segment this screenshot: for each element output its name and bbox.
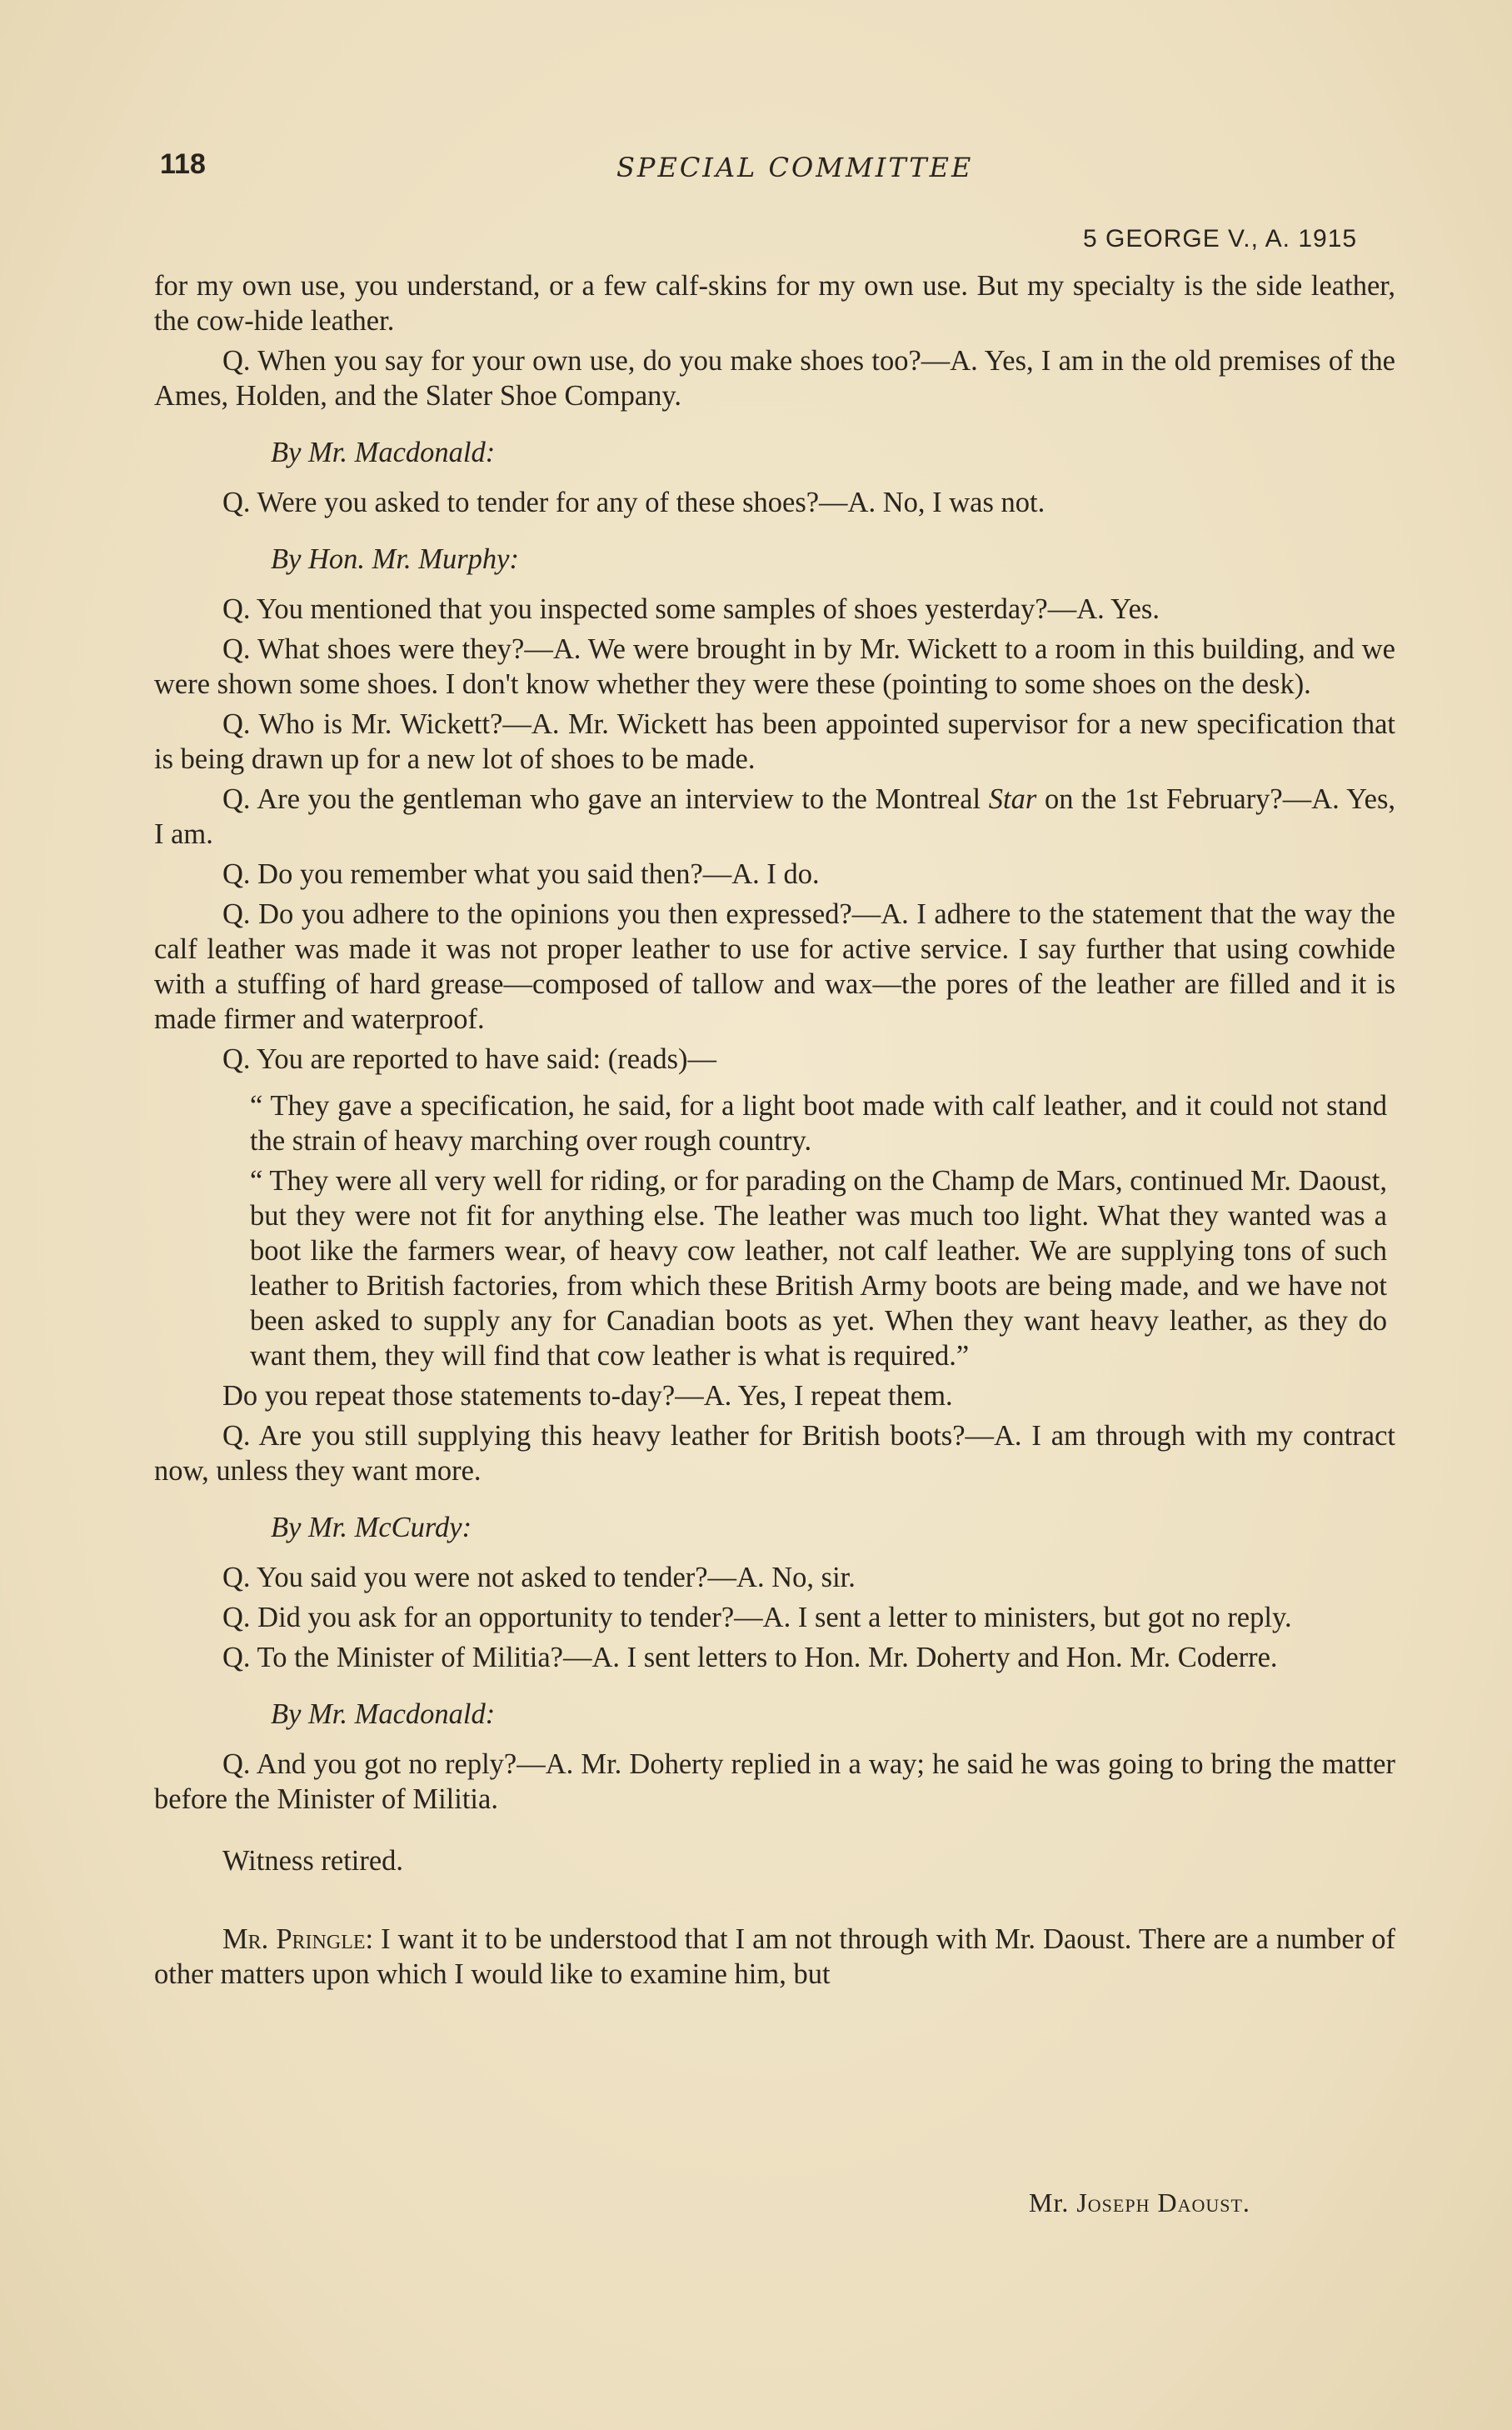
witness-retired: Witness retired.	[222, 1845, 404, 1877]
body-text	[154, 268, 1395, 1997]
question-answer: Q. Did you ask for an opportunity to tender?—A. I sent a letter to ministers, but got no reply.	[222, 1602, 1292, 1633]
question-answer: Q. You mentioned that you inspected some samples of shoes yesterday?—A. Yes.	[222, 593, 1160, 625]
text-segment: on the 1st February?—A. Yes, I am.	[154, 783, 1395, 850]
speaker-name: Mr. Pringle:	[222, 1923, 374, 1955]
question-answer: Q. Are you still supplying this heavy leather for British boots?—A. I am through with my contract now, unless they want more.	[154, 1420, 1395, 1487]
speaker-heading: By Mr. Macdonald:	[271, 1698, 496, 1730]
text-segment: Q. Are you the gentleman who gave an interview to the Montreal	[222, 783, 989, 815]
session-reference: 5 GEORGE V., A. 1915	[1083, 225, 1358, 252]
speaker-heading: By Hon. Mr. Murphy:	[271, 543, 519, 575]
witness-name-footer	[1029, 2188, 1250, 2218]
question-answer: Q. When you say for your own use, do you make shoes too?—A. Yes, I am in the old premises of the Ames, Holden, and the Slater Shoe Company.	[154, 345, 1395, 412]
speaker-heading: By Mr. McCurdy:	[271, 1512, 472, 1543]
name-prefix: Mr.	[1029, 2188, 1077, 2218]
question-answer: Q. Were you asked to tender for any of these shoes?—A. No, I was not.	[222, 487, 1045, 518]
statement	[154, 1922, 1395, 1992]
question-answer: Q. You said you were not asked to tender?—A. No, sir.	[222, 1562, 856, 1593]
text-segment: I want it to be understood that I am not through with Mr. Daoust. There are a number of other matters upon which I would like to examine him, but	[154, 1923, 1395, 1990]
speaker-heading: By Mr. Macdonald:	[271, 437, 496, 468]
question-answer: Q. Do you adhere to the opinions you then expressed?—A. I adhere to the statement that the way the calf leather was made it was not proper leather to use for active service. I say further that using cowhide with a stuffing of hard grease—composed of tallow and wax—the pores of the leather are filled and it is made firmer and waterproof.	[154, 898, 1395, 1035]
paragraph: for my own use, you understand, or a few calf-skins for my own use. But my specialty is the side leather, the cow-hide leather.	[154, 270, 1395, 337]
question-answer: Q. Who is Mr. Wickett?—A. Mr. Wickett has been appointed supervisor for a new specification that is being drawn up for a new lot of shoes to be made.	[154, 708, 1395, 775]
running-head: SPECIAL COMMITTEE	[616, 152, 974, 183]
page-number: 118	[160, 148, 206, 180]
quoted-passage: “ They gave a specification, he said, for a light boot made with calf leather, and it could not stand the strain of heavy marching over rough country.	[250, 1090, 1387, 1157]
witness-name: Joseph Daoust.	[1076, 2188, 1250, 2218]
question-answer: Q. And you got no reply?—A. Mr. Doherty replied in a way; he said he was going to bring the matter before the Minister of Militia.	[154, 1748, 1395, 1815]
question-answer	[154, 782, 1395, 852]
question-answer: Do you repeat those statements to-day?—A. Yes, I repeat them.	[222, 1380, 953, 1412]
quoted-passage: “ They were all very well for riding, or for parading on the Champ de Mars, continued Mr. Daoust, but they were not fit for anything else. The leather was much too light. What they wanted was a boot like the farmers wear, of heavy cow leather, not calf leather. We are supplying tons of such leather to British factories, from which these British Army boots are being made, and we have not been asked to supply any for Canadian boots as yet. When they want heavy leather, as they do want them, they will find that cow leather is what is required.”	[250, 1165, 1387, 1372]
question-answer: Q. To the Minister of Militia?—A. I sent letters to Hon. Mr. Doherty and Hon. Mr. Coderre.	[222, 1642, 1278, 1673]
question-answer: Q. Do you remember what you said then?—A. I do.	[222, 858, 820, 890]
question-answer: Q. What shoes were they?—A. We were brought in by Mr. Wickett to a room in this building, and we were shown some shoes. I don't know whether they were these (pointing to some shoes on the desk).	[154, 633, 1395, 700]
question-answer: Q. You are reported to have said: (reads)—	[222, 1043, 717, 1075]
newspaper-name: Star	[988, 783, 1037, 815]
